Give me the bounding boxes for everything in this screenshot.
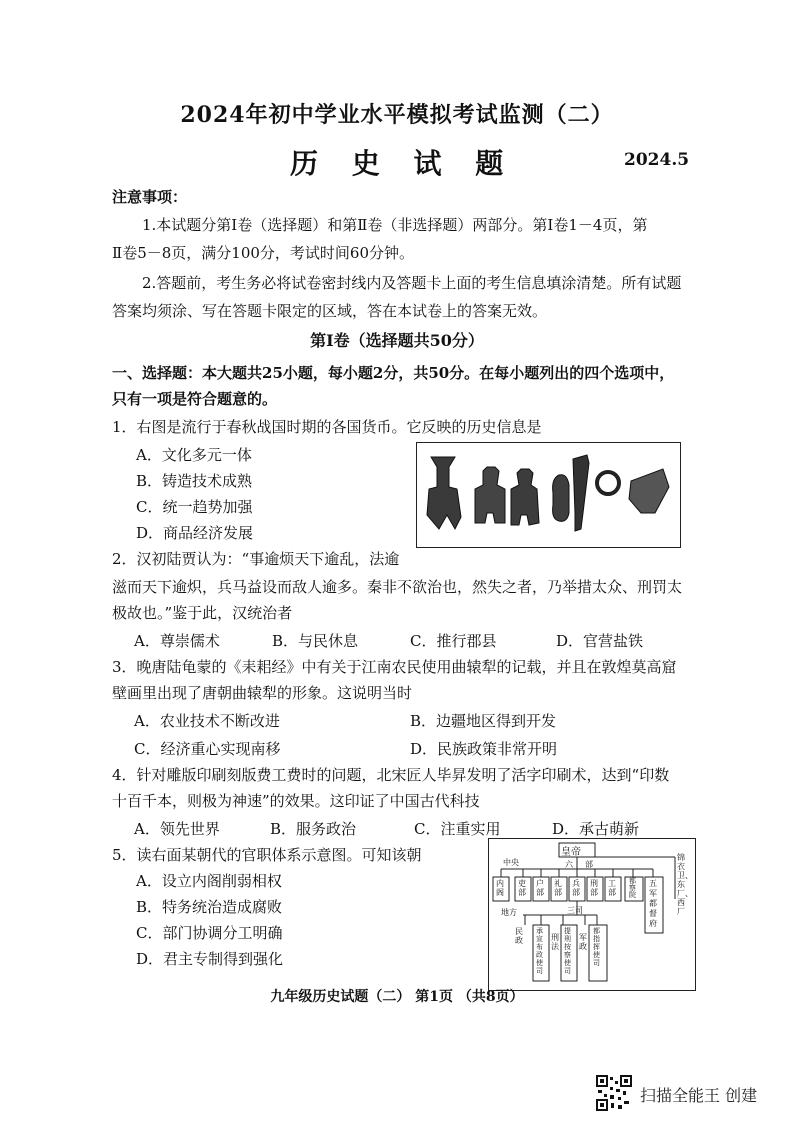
q1-option-c[interactable]: C．统一趋势加强 bbox=[136, 498, 253, 516]
q2-option-b[interactable]: B．与民休息 bbox=[272, 632, 359, 650]
chart-neige: 内阁 bbox=[496, 879, 504, 897]
shoulder-spade-coin-icon bbox=[475, 467, 505, 523]
qr-code-icon bbox=[596, 1075, 632, 1111]
chart-libu2: 礼部 bbox=[554, 879, 562, 897]
q2-option-d[interactable]: D．官营盐铁 bbox=[556, 632, 644, 650]
q5-stem: 5．读右面某朝代的官职体系示意图。可知该朝 bbox=[112, 846, 422, 864]
round-coin-icon bbox=[597, 472, 619, 494]
q2-stem-line-3: 极故也。”鉴于此，汉统治者 bbox=[112, 604, 293, 622]
q2-option-c[interactable]: C．推行郡县 bbox=[410, 632, 497, 650]
q2-option-a[interactable]: A．尊崇儒术 bbox=[134, 632, 220, 650]
chart-emperor: 皇帝 bbox=[561, 847, 581, 858]
q1-option-a[interactable]: A．文化多元一体 bbox=[136, 446, 252, 464]
q1-option-b[interactable]: B．铸造技术成熟 bbox=[136, 472, 253, 490]
coins-illustration bbox=[417, 443, 680, 547]
chart-central: 中央 bbox=[503, 858, 519, 867]
q5-option-a[interactable]: A．设立内阁削弱相权 bbox=[136, 872, 282, 890]
q2-stem-line-1: 2．汉初陆贾认为：“事逾烦天下逾乱，法逾 bbox=[112, 550, 400, 568]
q5-option-b[interactable]: B．特务统治造成腐败 bbox=[136, 898, 283, 916]
chart-jinyiwei: 锦衣卫、东厂、西厂 bbox=[677, 853, 693, 916]
section-instruction-2: 只有一项是符合题意的。 bbox=[112, 390, 278, 408]
notes-line-2: Ⅱ卷5－8页，满分100分，考试时间60分钟。 bbox=[112, 244, 415, 262]
q4-stem-line-2: 十百千本，则极为神速”的效果。这印证了中国古代科技 bbox=[112, 792, 480, 810]
q4-option-c[interactable]: C．注重实用 bbox=[414, 820, 501, 838]
q3-option-b[interactable]: B．边疆地区得到开发 bbox=[410, 712, 557, 730]
chart-gongbu: 工部 bbox=[608, 879, 616, 897]
q4-stem-line-1: 4．针对雕版印刷刻版费工费时的问题，北宋匠人毕昇发明了活字印刷术，达到“印数 bbox=[112, 766, 670, 784]
chart-xingbu: 刑部 bbox=[590, 879, 598, 897]
section-instruction-1: 一、选择题：本大题共25小题，每小题2分，共50分。在每小题列出的四个选项中， bbox=[112, 364, 675, 382]
chart-bingbu: 兵部 bbox=[572, 879, 580, 897]
chart-minzheng: 民政 bbox=[515, 927, 523, 945]
spade-coin-icon bbox=[427, 457, 461, 529]
q1-stem: 1．右图是流行于春秋战国时期的各国货币。它反映的历史信息是 bbox=[112, 418, 542, 436]
q5-option-c[interactable]: C．部门协调分工明确 bbox=[136, 924, 283, 942]
pointed-spade-coin-icon bbox=[511, 469, 539, 525]
chart-six: 六 bbox=[565, 860, 573, 869]
chart-wujundudufu: 五军都督府 bbox=[649, 879, 657, 928]
q3-stem-line-2: 壁画里出现了唐朝曲辕犁的形象。这说明当时 bbox=[112, 684, 413, 702]
q5-option-d[interactable]: D．君主专制得到强化 bbox=[136, 950, 284, 968]
knife-coin-icon bbox=[573, 455, 589, 531]
chart-duzhihui: 都指挥使司 bbox=[593, 927, 600, 967]
ancient-coins-image bbox=[416, 442, 681, 548]
irregular-coin-icon bbox=[629, 469, 669, 513]
chart-sansi: 三司 bbox=[567, 906, 583, 915]
q1-option-d[interactable]: D．商品经济发展 bbox=[136, 524, 254, 542]
chart-chengxuan: 承宣布政使司 bbox=[536, 927, 543, 975]
chart-tixing: 提刑按察使司 bbox=[564, 927, 571, 975]
subject-title: 历 史 试 题 bbox=[290, 147, 516, 180]
chart-local: 地方 bbox=[501, 908, 517, 917]
exam-title: 2024年初中学业水平模拟考试监测（二） bbox=[180, 102, 614, 128]
q4-option-d[interactable]: D．承古萌新 bbox=[552, 820, 640, 838]
chart-duchayuan: 都察院 bbox=[629, 877, 636, 899]
chart-junzheng: 军政 bbox=[579, 933, 587, 951]
q3-option-a[interactable]: A．农业技术不断改进 bbox=[134, 712, 280, 730]
notes-line-3: 2.答题前，考生务必将试卷密封线内及答题卡上面的考生信息填涂清楚。所有试题 bbox=[142, 274, 682, 292]
section-title: 第Ⅰ卷（选择题共50分） bbox=[310, 331, 484, 350]
scanner-watermark: 扫描全能王 创建 bbox=[640, 1086, 758, 1105]
exam-date: 2024.5 bbox=[624, 150, 690, 170]
notes-line-1: 1.本试题分第Ⅰ卷（选择题）和第Ⅱ卷（非选择题）两部分。第Ⅰ卷1－4页，第 bbox=[142, 216, 648, 234]
chart-xingfa: 刑法 bbox=[551, 933, 559, 951]
notes-heading: 注意事项： bbox=[112, 188, 188, 206]
page-footer: 九年级历史试题（二） 第1页 （共8页） bbox=[270, 989, 524, 1005]
q3-option-d[interactable]: D．民族政策非常开明 bbox=[410, 740, 558, 758]
q4-option-b[interactable]: B．服务政治 bbox=[270, 820, 357, 838]
notes-line-4: 答案均须涂、写在答题卡限定的区域，答在本试卷上的答案无效。 bbox=[112, 302, 548, 320]
official-system-diagram bbox=[488, 838, 696, 991]
q3-stem-line-1: 3．晚唐陆龟蒙的《耒耜经》中有关于江南农民使用曲辕犁的记载，并且在敦煌莫高窟 bbox=[112, 658, 677, 676]
q2-stem-line-2: 滋而天下逾炽，兵马益设而敌人逾多。秦非不欲治也，然失之者，乃举措太众、刑罚太 bbox=[112, 578, 683, 596]
bridge-coin-icon bbox=[553, 475, 569, 522]
chart-ministries-label: 部 bbox=[585, 860, 593, 869]
q4-option-a[interactable]: A．领先世界 bbox=[134, 820, 220, 838]
chart-libu: 吏部 bbox=[518, 879, 526, 897]
chart-hubu: 户部 bbox=[536, 879, 544, 897]
q3-option-c[interactable]: C．经济重心实现南移 bbox=[134, 740, 281, 758]
